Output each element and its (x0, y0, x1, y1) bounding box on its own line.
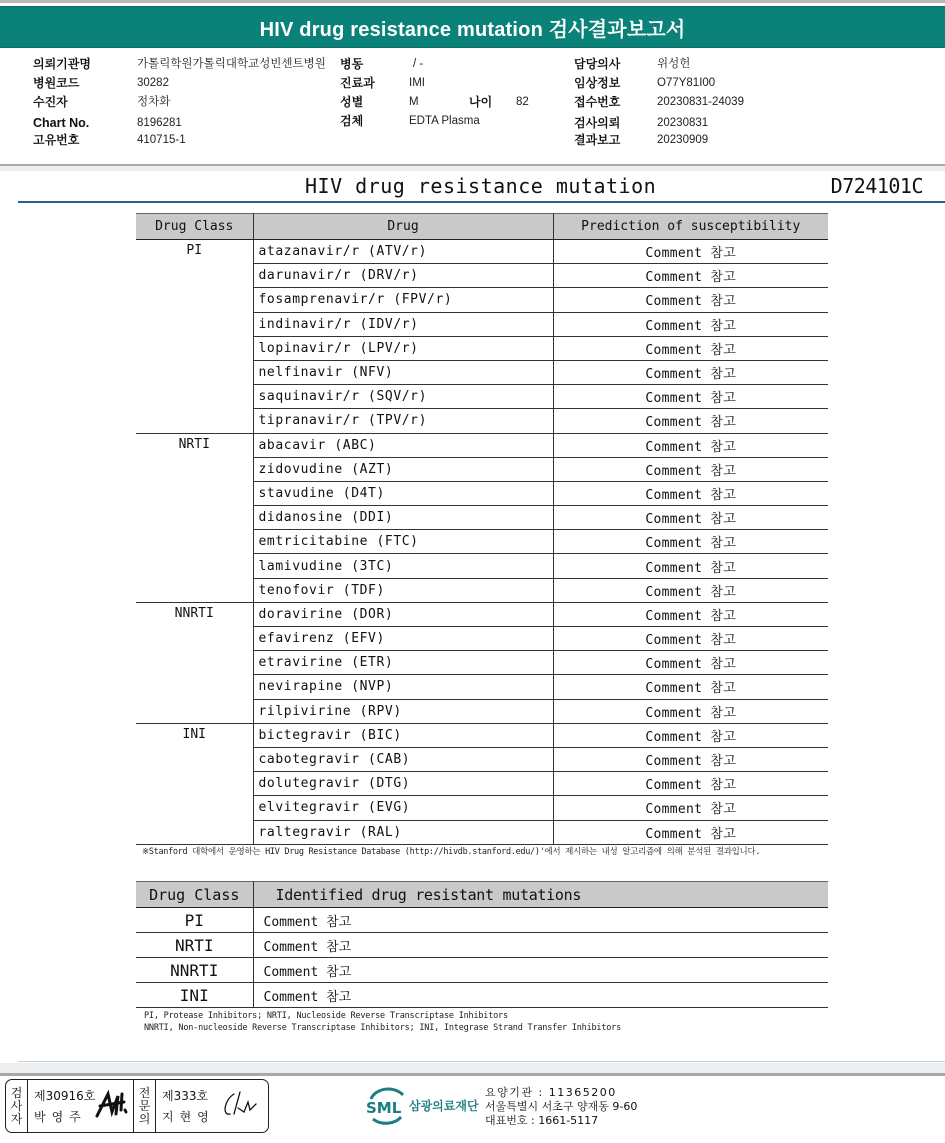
hospital-code-label: 병원코드 (33, 76, 80, 90)
drug-class-cell: PI (136, 240, 253, 434)
table-header-row (136, 214, 828, 240)
drug-cell: doravirine (DOR) (253, 602, 553, 626)
prediction-cell: Comment 참고 (553, 457, 828, 481)
drug-cell: nelfinavir (NFV) (253, 360, 553, 384)
clinical-value: O77Y81I00 (657, 77, 716, 89)
drug-cell: rilpivirine (RPV) (253, 699, 553, 723)
report-date-value: 20230909 (657, 134, 709, 146)
clinical-label: 임상정보 (574, 76, 621, 90)
header-drug-class: Drug Class (136, 882, 253, 908)
hospital-code-value: 30282 (137, 77, 169, 89)
table-header-row (136, 882, 828, 908)
header-drug-class: Drug Class (136, 214, 253, 240)
unique-id-value: 410715-1 (137, 134, 186, 146)
drug-cell: atazanavir/r (ATV/r) (253, 240, 553, 264)
drug-cell: emtricitabine (FTC) (253, 530, 553, 554)
mutation-table (136, 881, 828, 1008)
ward-value: / - (413, 58, 424, 70)
drug-cell: efavirenz (EFV) (253, 627, 553, 651)
prediction-cell: Comment 참고 (553, 385, 828, 409)
page-title: HIV drug resistance mutation 검사결과보고서 (259, 18, 686, 41)
prediction-cell: Comment 참고 (553, 675, 828, 699)
prediction-cell: Comment 참고 (553, 481, 828, 505)
table-row (136, 433, 828, 457)
drug-class-cell: NRTI (136, 433, 253, 602)
table-row (136, 602, 828, 626)
drug-class-cell: PI (136, 908, 253, 933)
table-row (136, 983, 828, 1008)
institution-value: 가톨릭학원가톨릭대학교성빈센트병원 (137, 58, 326, 70)
prediction-cell: Comment 참고 (553, 409, 828, 433)
report-code: D724101C (830, 174, 923, 198)
institution-code: 요양기관 : 11365200 (485, 1086, 617, 1099)
table-row (136, 908, 828, 933)
sex-label: 성별 (340, 95, 364, 109)
table-row (136, 240, 828, 264)
svg-text:SML: SML (366, 1099, 402, 1117)
drug-cell: zidovudine (AZT) (253, 457, 553, 481)
examiner-signature-icon (94, 1088, 130, 1120)
drug-class-cell: NNRTI (136, 602, 253, 723)
header-prediction: Prediction of susceptibility (553, 214, 828, 240)
chart-label: Chart No. (33, 116, 90, 130)
prediction-cell: Comment 참고 (553, 240, 828, 264)
examiner-cell (28, 1080, 134, 1132)
mutation-cell: Comment 참고 (253, 983, 828, 1008)
prediction-cell: Comment 참고 (553, 602, 828, 626)
sex-value: M (409, 96, 419, 108)
institution-label: 의뢰기관명 (33, 57, 91, 71)
table-row (136, 723, 828, 747)
footer-divider (0, 1073, 945, 1076)
drug-cell: abacavir (ABC) (253, 433, 553, 457)
specialist-cell (156, 1080, 268, 1132)
specimen-label: 검체 (340, 114, 364, 128)
prediction-cell: Comment 참고 (553, 554, 828, 578)
specialist-label: 전 문 의 (134, 1080, 156, 1132)
drug-cell: darunavir/r (DRV/r) (253, 264, 553, 288)
drug-cell: lamivudine (3TC) (253, 554, 553, 578)
table-row (136, 933, 828, 958)
patient-info (0, 55, 945, 155)
abbreviations-line-2: NNRTI, Non-nucleoside Reverse Transcriptase Inhibitors; INI, Integrase Strand Transfer Inhibitors (144, 1023, 621, 1033)
receipt-label: 접수번호 (574, 95, 621, 109)
prediction-cell: Comment 참고 (553, 288, 828, 312)
prediction-cell: Comment 참고 (553, 699, 828, 723)
drug-cell: indinavir/r (IDV/r) (253, 312, 553, 336)
patient-value: 정차화 (137, 96, 171, 108)
prediction-cell: Comment 참고 (553, 651, 828, 675)
prediction-cell: Comment 참고 (553, 772, 828, 796)
age-value: 82 (516, 96, 529, 108)
examiner-label: 검 사 자 (6, 1080, 28, 1132)
department-value: IMI (409, 77, 425, 89)
prediction-cell: Comment 참고 (553, 796, 828, 820)
drug-cell: saquinavir/r (SQV/r) (253, 385, 553, 409)
sml-contact (485, 1086, 637, 1128)
sml-logo-icon (365, 1085, 409, 1127)
prediction-cell: Comment 참고 (553, 820, 828, 844)
prediction-cell: Comment 참고 (553, 433, 828, 457)
prediction-cell: Comment 참고 (553, 506, 828, 530)
signature-box (5, 1079, 269, 1133)
title-bar (0, 6, 945, 48)
unique-id-label: 고유번호 (33, 133, 80, 147)
drug-class-cell: NRTI (136, 933, 253, 958)
report-date-label: 결과보고 (574, 133, 621, 147)
drug-cell: lopinavir/r (LPV/r) (253, 336, 553, 360)
prediction-cell: Comment 참고 (553, 530, 828, 554)
prediction-cell: Comment 참고 (553, 264, 828, 288)
susceptibility-table (136, 213, 828, 845)
department-label: 진료과 (340, 76, 375, 90)
prediction-cell: Comment 참고 (553, 747, 828, 771)
examiner-license: 제30916호 (34, 1089, 96, 1103)
abbreviations-line-1: PI, Protease Inhibitors; NRTI, Nucleoside Reverse Transcriptase Inhibitors (144, 1011, 508, 1021)
ward-label: 병동 (340, 57, 364, 71)
phone: 대표번호 : 1661-5117 (485, 1114, 599, 1127)
drug-cell: tenofovir (TDF) (253, 578, 553, 602)
drug-class-cell: INI (136, 723, 253, 844)
footer-band (0, 1063, 945, 1073)
prediction-cell: Comment 참고 (553, 578, 828, 602)
receipt-value: 20230831-24039 (657, 96, 744, 108)
mutation-cell: Comment 참고 (253, 958, 828, 983)
report-title: HIV drug resistance mutation (305, 174, 657, 198)
prediction-cell: Comment 참고 (553, 336, 828, 360)
mutation-cell: Comment 참고 (253, 933, 828, 958)
specialist-signature-icon (220, 1090, 260, 1120)
drug-cell: dolutegravir (DTG) (253, 772, 553, 796)
footer-rule (18, 1061, 945, 1062)
database-note: ※Stanford 대학에서 운영하는 HIV Drug Resistance Database (http://hivdb.stanford.edu/)'에서 제시하는 내성 알고리즘에 의해 분석된 결과입니다. (142, 847, 761, 857)
age-label: 나이 (469, 95, 493, 109)
drug-cell: elvitegravir (EVG) (253, 796, 553, 820)
drug-cell: stavudine (D4T) (253, 481, 553, 505)
doctor-value: 위성헌 (657, 58, 691, 70)
drug-cell: nevirapine (NVP) (253, 675, 553, 699)
report-heading (0, 172, 945, 202)
prediction-cell: Comment 참고 (553, 723, 828, 747)
specialist-license: 제333호 (162, 1089, 209, 1103)
drug-cell: tipranavir/r (TPV/r) (253, 409, 553, 433)
table-row (136, 958, 828, 983)
prediction-cell: Comment 참고 (553, 312, 828, 336)
header-mutations: Identified drug resistant mutations (253, 882, 828, 908)
specialist-name: 지현영 (162, 1110, 215, 1124)
drug-cell: etravirine (ETR) (253, 651, 553, 675)
request-value: 20230831 (657, 117, 709, 129)
drug-cell: didanosine (DDI) (253, 506, 553, 530)
abbreviations (144, 1010, 621, 1034)
chart-value: 8196281 (137, 117, 182, 129)
examiner-name: 박영주 (34, 1110, 87, 1124)
header-drug: Drug (253, 214, 553, 240)
drug-cell: bictegravir (BIC) (253, 723, 553, 747)
request-label: 검사의뢰 (574, 116, 621, 130)
top-border (0, 0, 945, 3)
sml-footer (365, 1085, 645, 1135)
drug-cell: raltegravir (RAL) (253, 820, 553, 844)
heading-rule (18, 201, 945, 203)
mutation-cell: Comment 참고 (253, 908, 828, 933)
drug-class-cell: NNRTI (136, 958, 253, 983)
drug-class-cell: INI (136, 983, 253, 1008)
sml-brand: 삼광의료재단 (409, 1099, 479, 1113)
address: 서울특별시 서초구 양재동 9-60 (485, 1100, 638, 1113)
drug-cell: cabotegravir (CAB) (253, 747, 553, 771)
drug-cell: fosamprenavir/r (FPV/r) (253, 288, 553, 312)
prediction-cell: Comment 참고 (553, 360, 828, 384)
divider-band (0, 166, 945, 171)
specimen-value: EDTA Plasma (409, 115, 480, 127)
prediction-cell: Comment 참고 (553, 627, 828, 651)
doctor-label: 담당의사 (574, 57, 621, 71)
patient-label: 수진자 (33, 95, 68, 109)
